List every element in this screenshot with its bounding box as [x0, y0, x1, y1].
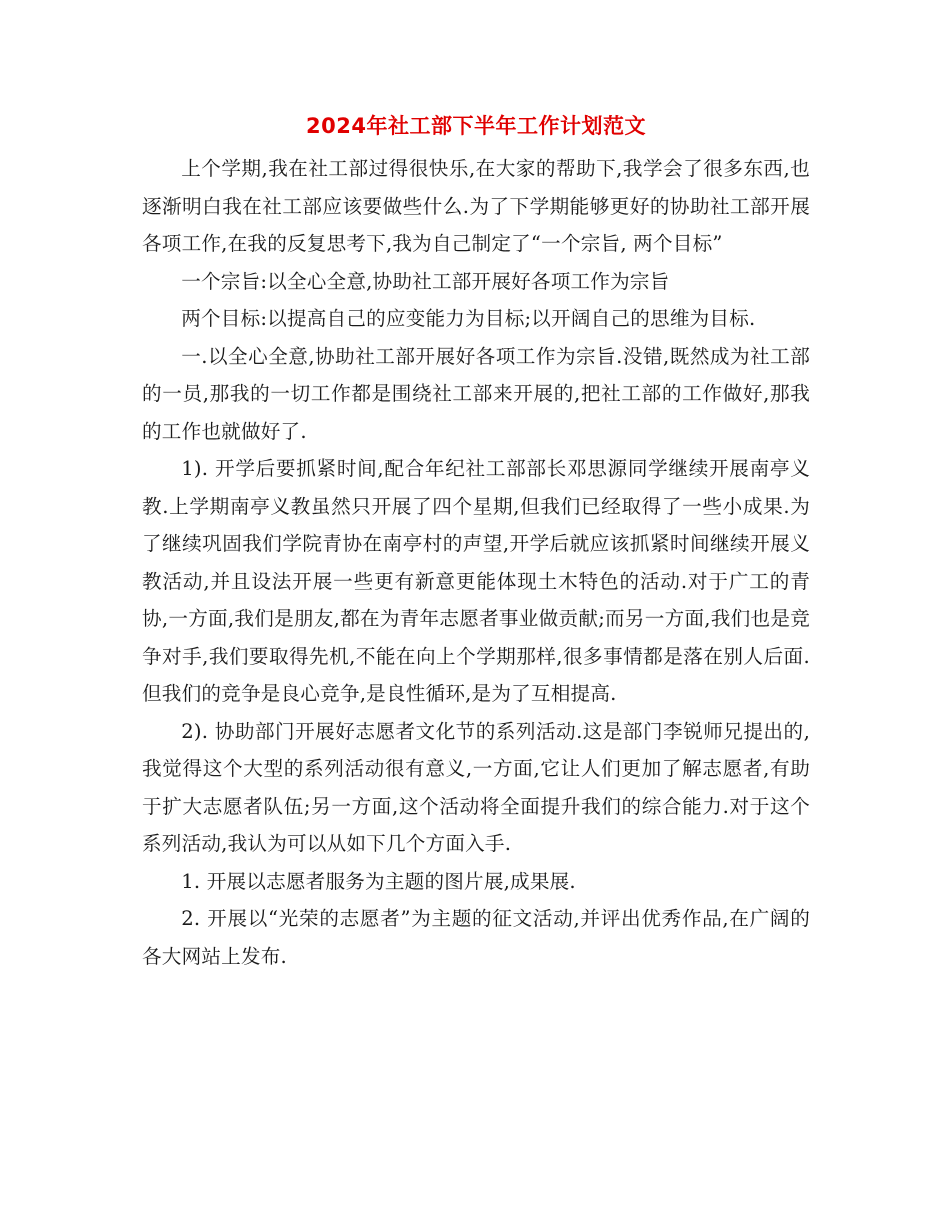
paragraph-subitem-2: 2. 开展以“光荣的志愿者”为主题的征文活动,并评出优秀作品,在广阔的各大网站上发布. [142, 907, 810, 968]
document-title: 2024年社工部下半年工作计划范文 [306, 114, 646, 138]
paragraph-goals: 两个目标:以提高自己的应变能力为目标;以开阔自己的思维为目标. [181, 307, 756, 330]
paragraph-item-1: 1). 开学后要抓紧时间,配合年纪社工部部长邓思源同学继续开展南亭义教.上学期南亭义教虽然只开展了四个星期,但我们已经取得了一些小成果.为了继续巩固我们学院青协在南亭村的声望,开学后就应该抓紧时间继续开展义教活动,并且设法开展一些更有新意更能体现土木特色的活动.对于广工的青协,一方面,我们是朋友,都在为青年志愿者事业做贡献;而另一方面,我们也是竞争对手,我们要取得先机,不能在向上个学期那样,很多事情都是落在别人后面.但我们的竞争是良心竞争,是良性循环,是为了互相提高. [142, 457, 810, 705]
paragraph-item-2: 2). 协助部门开展好志愿者文化节的系列活动.这是部门李锐师兄提出的,我觉得这个大型的系列活动很有意义,一方面,它让人们更加了解志愿者,有助于扩大志愿者队伍;另一方面,这个活动将全面提升我们的综合能力.对于这个系列活动,我认为可以从如下几个方面入手. [142, 719, 810, 855]
paragraph-purpose: 一个宗旨:以全心全意,协助社工部开展好各项工作为宗旨 [181, 269, 670, 293]
paragraph-section-one: 一.以全心全意,协助社工部开展好各项工作为宗旨.没错,既然成为社工部的一员,那我的一切工作都是围绕社工部来开展的,把社工部的工作做好,那我的工作也就做好了. [142, 344, 810, 443]
paragraph-intro: 上个学期,我在社工部过得很快乐,在大家的帮助下,我学会了很多东西,也逐渐明白我在社工部应该要做些什么.为了下学期能够更好的协助社工部开展各项工作,在我的反复思考下,我为自己制定了“一个宗旨, 两个目标” [142, 157, 810, 255]
paragraph-subitem-1: 1. 开展以志愿者服务为主题的图片展,成果展. [181, 869, 576, 893]
document-page [142, 112, 810, 975]
